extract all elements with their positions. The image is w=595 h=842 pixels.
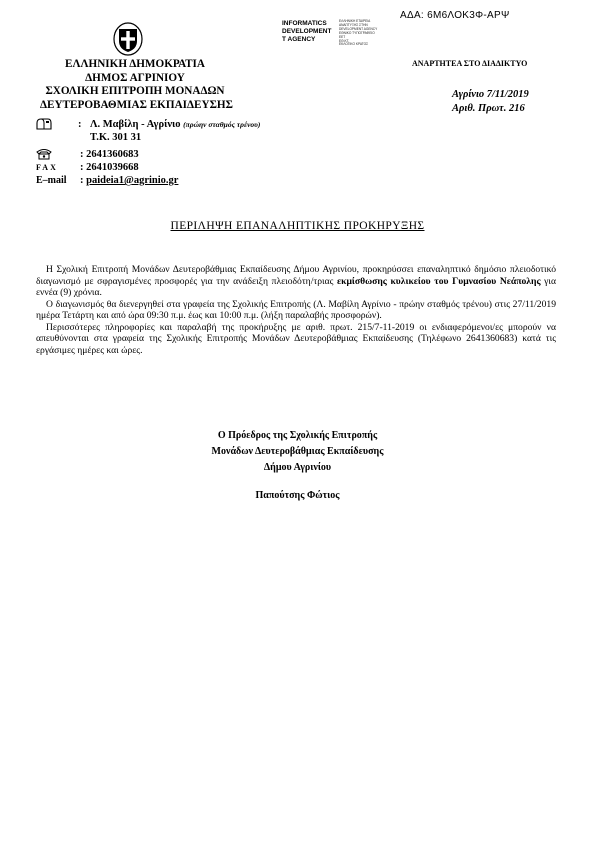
agency-line: INFORMATICS xyxy=(282,20,327,27)
postal-code: Τ.Κ. 301 31 xyxy=(90,132,142,143)
body-paragraph: Περισσότερες πληροφορίες και παραλαβή της προκήρυξης με αριθ. πρωτ. 215/7-11-2019 οι ενδιαφερόμενοι/ες μπορούν να απευθύνονται στα γραφεία της Σχολικής Επιτροπής Μονάδων Δευτεροβάθμιας Εκπαίδευσης (Τηλέφωνο 2641360683) κατά τις εργάσιμες ημέρες και ώρες. xyxy=(36,321,556,356)
document-body xyxy=(36,264,556,356)
body-paragraph: Ο διαγωνισμός θα διενεργηθεί στα γραφεία της Σχολικής Επιτροπής (Λ. Μαβίλη Αγρίνιο - πρώην σταθμός τρένου) στις 27/11/2019 ημέρα Τετάρτη και από ώρα 09:30 π.μ. έως και 10:00 π.μ. (λήξη παραλαβής προσφορών). xyxy=(36,298,556,321)
agency-small-line: ΕΛΛΗΝΙΚΗ ΕΤΑΙΡΕΙΑ xyxy=(339,19,371,23)
agency-line: T AGENCY xyxy=(282,36,316,43)
phone-number: : 2641360683 xyxy=(80,149,139,160)
date-line: Αγρίνιο 7/11/2019 xyxy=(452,89,529,100)
body-paragraph: Η Σχολική Επιτροπή Μονάδων Δευτεροβάθμιας Εκπαίδευσης Δήμου Αγρινίου, προκηρύσσει επαναληπτικό δημόσιο πλειοδοτικό διαγωνισμό με σφραγισμένες προσφορές για την ανάδειξη πλειοδότη/τριας εκμίσθωσης κυλικείου του Γυμνασίου Νεάπολης για εννέα (9) χρόνια. xyxy=(36,264,557,298)
header-line: ΣΧΟΛΙΚΗ ΕΠΙΤΡΟΠΗ ΜΟΝΑΔΩΝ xyxy=(45,85,225,97)
header-line: ΔΗΜΟΣ ΑΓΡΙΝΙΟΥ xyxy=(85,71,185,84)
agency-small-line: ΕΘΝΙΚΟ ΤΥΠΟΓΡΑΦΕΙΟ xyxy=(339,30,375,35)
agency-small-line: ΑΝΑΠΤΥΞΗΣ ΣΤΗΝ xyxy=(339,22,368,27)
header-line: ΔΕΥΤΕΡΟΒΑΘΜΙΑΣ ΕΚΠΑΙΔΕΥΣΗΣ xyxy=(40,98,233,111)
informatics-agency-logo xyxy=(282,20,331,44)
agency-small-line: ΕΕΤ xyxy=(339,34,346,39)
header-line: ΕΛΛΗΝΙΚΗ ΔΗΜΟΚΡΑΤΙΑ xyxy=(65,58,205,70)
agency-small-text xyxy=(339,20,399,47)
document-title: ΠΕΡΙΛΗΨΗ ΕΠΑΝΑΛΗΠΤΙΚΗΣ ΠΡΟΚΗΡΥΞΗΣ xyxy=(170,220,425,232)
mailbox-icon xyxy=(36,118,58,134)
email-label: E–mail xyxy=(36,175,67,186)
email-link[interactable]: paideia1@agrinio.gr xyxy=(86,175,179,186)
protocol-number: Αριθ. Πρωτ. 216 xyxy=(452,102,525,114)
posted-online-label: ΑΝΑΡΤΗΤΕΑ ΣΤΟ ΔΙΑΔΙΚΤΥΟ xyxy=(412,59,528,68)
signature-block xyxy=(0,428,595,476)
date-protocol-block xyxy=(452,88,529,115)
address-text: Λ. Μαβίλη - Αγρίνιο xyxy=(90,119,181,130)
address-note: (πρώην σταθμός τρένου) xyxy=(183,120,261,129)
issuer-header xyxy=(40,58,233,112)
body-emphasis: εκμίσθωσης κυλικείου του Γυμνασίου Νεάπολης xyxy=(337,275,541,287)
fax-label: FAX xyxy=(36,163,58,172)
ada-code: ΑΔΑ: 6Μ6ΛΟΚ3Φ-ΑΡΨ xyxy=(400,10,510,21)
agency-small-line: DEVELOPMENT AGENCY xyxy=(339,26,378,31)
signature-line: Ο Πρόεδρος της Σχολικής Επιτροπής xyxy=(217,430,378,441)
coat-of-arms-icon xyxy=(113,22,143,56)
fax-number: : 2641039668 xyxy=(80,162,139,173)
agency-small-line: ΕΘ.ΚΤ. xyxy=(339,38,350,43)
signatory-name: Παπούτσης Φώτιος xyxy=(255,490,340,501)
email-colon: : xyxy=(80,175,84,186)
agency-line: DEVELOPMENT xyxy=(282,28,332,35)
agency-small-line: ΕΚΛΟΓΙΚΟ ΚΡΑΤΟΣ xyxy=(339,42,369,47)
signature-line: Δήμου Αγρινίου xyxy=(263,462,332,473)
signature-line: Μονάδων Δευτεροβάθμιας Εκπαίδευσης xyxy=(211,446,384,457)
